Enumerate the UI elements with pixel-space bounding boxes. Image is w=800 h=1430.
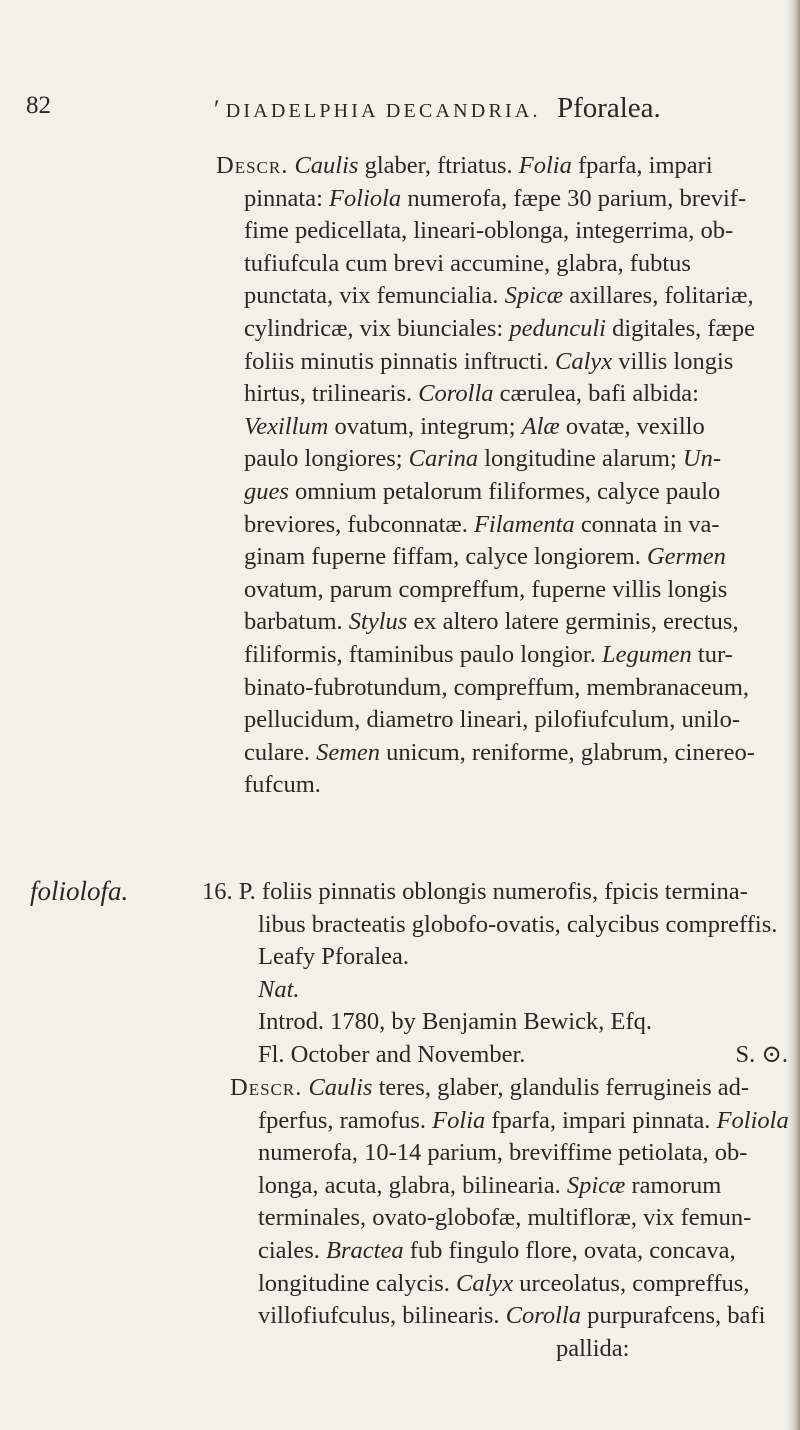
common-name: Leafy Pforalea. [258, 943, 409, 971]
text-line: ovatum, parum compreffum, fuperne villis longis [244, 575, 728, 603]
text-line: barbatum. Stylus ex altero latere germinis, erectus, [244, 608, 739, 636]
text-line: hirtus, trilinearis. Corolla cærulea, bafi albida: [244, 380, 699, 408]
species-diagnosis-cont: libus bracteatis globofo-ovatis, calycibus compreffis. [258, 910, 778, 938]
text-line: binato-fubrotundum, compreffum, membranaceum, [244, 673, 750, 701]
text-line: pellucidum, diametro lineari, pilofiufculum, unilo- [244, 706, 741, 734]
species-diagnosis: 16. P. foliis pinnatis oblongis numerofis, fpicis termina- [202, 878, 748, 905]
text-line: fperfus, ramofus. Folia fparfa, impari pinnata. Foliola [258, 1106, 789, 1134]
text-line: gues omnium petalorum filiformes, calyce paulo [244, 477, 721, 505]
native-note: Nat. [258, 975, 300, 1003]
introduction-note: Introd. 1780, by Benjamin Bewick, Efq. [258, 1008, 652, 1036]
description-block-1 [216, 150, 755, 802]
species-entry-16 [202, 876, 788, 1072]
flowering-note: Fl. October and November. S. ⊙. [258, 1040, 788, 1068]
page-number: 82 [26, 92, 51, 119]
text-line: terminales, ovato-globofæ, multifloræ, vix femun- [258, 1204, 752, 1232]
description-block-2 [230, 1072, 789, 1365]
text-line: longa, acuta, glabra, bilinearia. Spicæ ramorum [258, 1171, 722, 1199]
text-line: tufiufcula cum brevi accumine, glabra, fubtus [244, 249, 691, 277]
text-line: breviores, fubconnatæ. Filamenta connata in va- [244, 510, 720, 538]
text-line: culare. Semen unicum, reniforme, glabrum, cinereo- [244, 738, 755, 766]
text-line: paulo longiores; Carina longitudine alarum; Un- [244, 445, 722, 473]
text-line: punctata, vix femuncialia. Spicæ axillares, folitariæ, [244, 282, 754, 310]
text-line: fime pedicellata, lineari-oblonga, integerrima, ob- [244, 217, 734, 245]
text-line: filiformis, ftaminibus paulo longior. Legumen tur- [244, 640, 733, 668]
text-line: foliis minutis pinnatis inftructi. Calyx villis longis [244, 347, 734, 375]
running-head-mark: ′ [214, 96, 220, 123]
text-line: ciales. Bractea fub fingulo flore, ovata, concava, [258, 1236, 736, 1264]
text-line: villofiufculus, bilinearis. Corolla purpurafcens, bafi [258, 1302, 766, 1330]
text-line: pinnata: Foliola numerofa, fæpe 30 parium, brevif- [244, 184, 747, 212]
text-line: fufcum. [244, 771, 321, 799]
text-line: Descr. Caulis glaber, ftriatus. Folia fparfa, impari [216, 152, 713, 179]
text-line: longitudine calycis. Calyx urceolatus, compreffus, [258, 1269, 750, 1297]
text-line: Vexillum ovatum, integrum; Alæ ovatæ, vexillo [244, 412, 705, 440]
running-head-class: DIADELPHIA DECANDRIA. [225, 100, 541, 122]
text-line: Descr. Caulis teres, glaber, glandulis ferrugineis ad- [230, 1074, 750, 1101]
margin-species-name: foliolofa. [30, 876, 129, 906]
text-line: numerofa, 10-14 parium, breviffime petiolata, ob- [258, 1139, 748, 1167]
running-head [214, 92, 661, 125]
text-line: cylindricæ, vix biunciales: pedunculi digitales, fæpe [244, 314, 756, 342]
text-line: pallida: [556, 1334, 630, 1362]
running-head-genus: Pforalea. [556, 92, 661, 124]
text-line: ginam fuperne fiffam, calyce longiorem. Germen [244, 543, 726, 571]
